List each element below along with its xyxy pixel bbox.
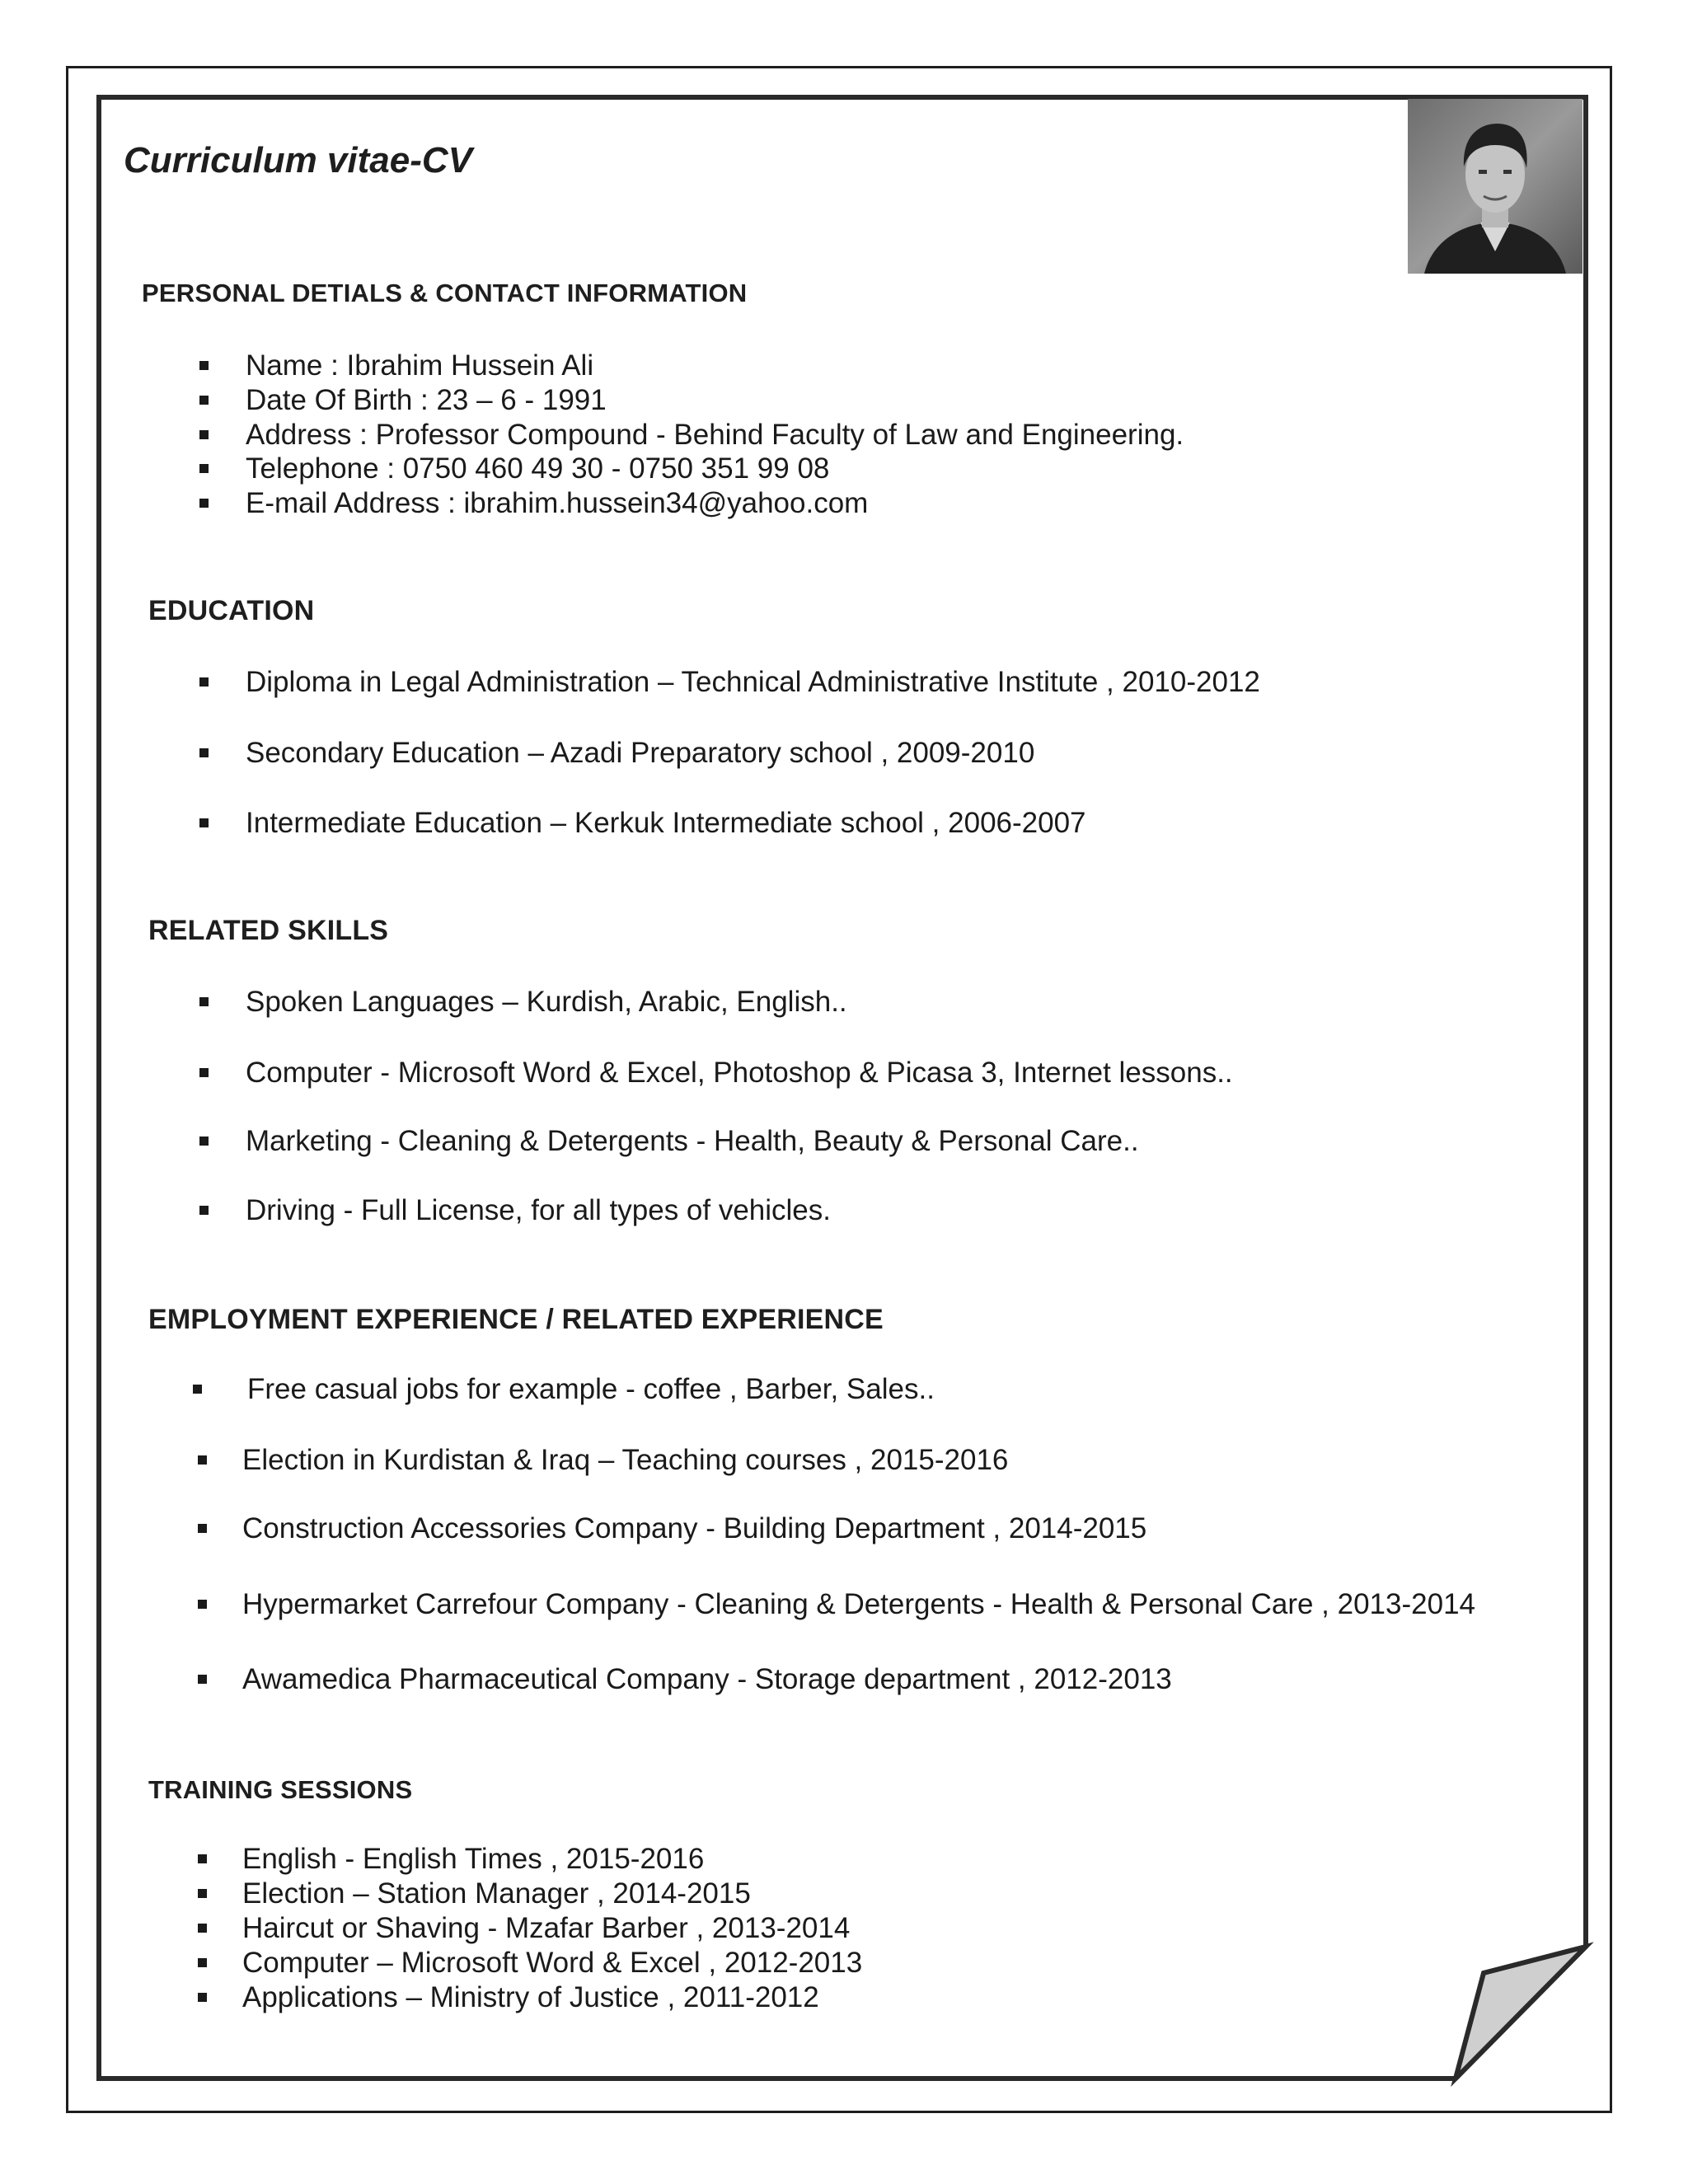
section-heading-education: EDUCATION (148, 595, 315, 626)
list-item: Awamedica Pharmaceutical Company - Storage department , 2012-2013 (242, 1663, 1172, 1695)
list-item: Diploma in Legal Administration – Technical Administrative Institute , 2010-2012 (246, 666, 1260, 698)
list-item: Haircut or Shaving - Mzafar Barber , 2013-2014 (242, 1912, 851, 1944)
bullet-icon (199, 1137, 209, 1146)
list-item: Driving - Full License, for all types of vehicles. (246, 1194, 831, 1226)
bullet-icon (199, 997, 209, 1006)
list-item: E-mail Address : ibrahim.hussein34@yahoo.com (246, 487, 869, 519)
bullet-icon (198, 1854, 207, 1863)
bullet-icon (198, 1524, 207, 1533)
profile-photo (1408, 99, 1582, 274)
bullet-icon (199, 396, 209, 405)
bullet-icon (198, 1993, 207, 2002)
list-item: Secondary Education – Azadi Preparatory school , 2009-2010 (246, 737, 1035, 769)
document-title: Curriculum vitae-CV (124, 140, 472, 180)
page-curl-icon (1456, 1947, 1586, 2079)
section-heading-training: TRAINING SESSIONS (148, 1775, 413, 1804)
list-item: English - English Times , 2015-2016 (242, 1843, 705, 1875)
bullet-icon (198, 1600, 207, 1609)
list-item: Computer - Microsoft Word & Excel, Photoshop & Picasa 3, Internet lessons.. (246, 1057, 1233, 1089)
portrait-photo-icon (1408, 99, 1582, 274)
list-item: Address : Professor Compound - Behind Faculty of Law and Engineering. (246, 419, 1184, 451)
list-item: Election – Station Manager , 2014-2015 (242, 1877, 751, 1910)
list-item: Computer – Microsoft Word & Excel , 2012-2013 (242, 1947, 863, 1979)
bullet-icon (198, 1455, 207, 1465)
bullet-icon (199, 677, 209, 687)
section-heading-experience: EMPLOYMENT EXPERIENCE / RELATED EXPERIENCE (148, 1304, 884, 1335)
bullet-icon (199, 1068, 209, 1077)
list-item: Date Of Birth : 23 – 6 - 1991 (246, 384, 607, 416)
list-item: Telephone : 0750 460 49 30 - 0750 351 99 08 (246, 452, 830, 485)
bullet-icon (199, 1206, 209, 1215)
bullet-icon (198, 1958, 207, 1967)
list-item: Election in Kurdistan & Iraq – Teaching courses , 2015-2016 (242, 1444, 1009, 1476)
bullet-icon (199, 818, 209, 827)
bullet-icon (199, 748, 209, 757)
section-heading-personal: PERSONAL DETIALS & CONTACT INFORMATION (142, 279, 748, 307)
list-item: Name : Ibrahim Hussein Ali (246, 349, 594, 382)
bullet-icon (198, 1924, 207, 1933)
bullet-icon (199, 499, 209, 508)
list-item: Spoken Languages – Kurdish, Arabic, English.. (246, 986, 847, 1018)
list-item: Construction Accessories Company - Building Department , 2014-2015 (242, 1512, 1147, 1544)
list-item: Free casual jobs for example - coffee , Barber, Sales.. (247, 1373, 935, 1405)
bullet-icon (198, 1675, 207, 1684)
bullet-icon (199, 464, 209, 473)
list-item: Applications – Ministry of Justice , 2011-2012 (242, 1981, 819, 2013)
bullet-icon (199, 430, 209, 439)
list-item: Intermediate Education – Kerkuk Intermediate school , 2006-2007 (246, 807, 1086, 839)
list-item: Hypermarket Carrefour Company - Cleaning & Detergents - Health & Personal Care , 2013-2014 (242, 1588, 1475, 1620)
section-heading-skills: RELATED SKILLS (148, 915, 389, 946)
bullet-icon (193, 1385, 202, 1394)
list-item: Marketing - Cleaning & Detergents - Health, Beauty & Personal Care.. (246, 1125, 1139, 1157)
bullet-icon (199, 361, 209, 370)
bullet-icon (198, 1889, 207, 1898)
